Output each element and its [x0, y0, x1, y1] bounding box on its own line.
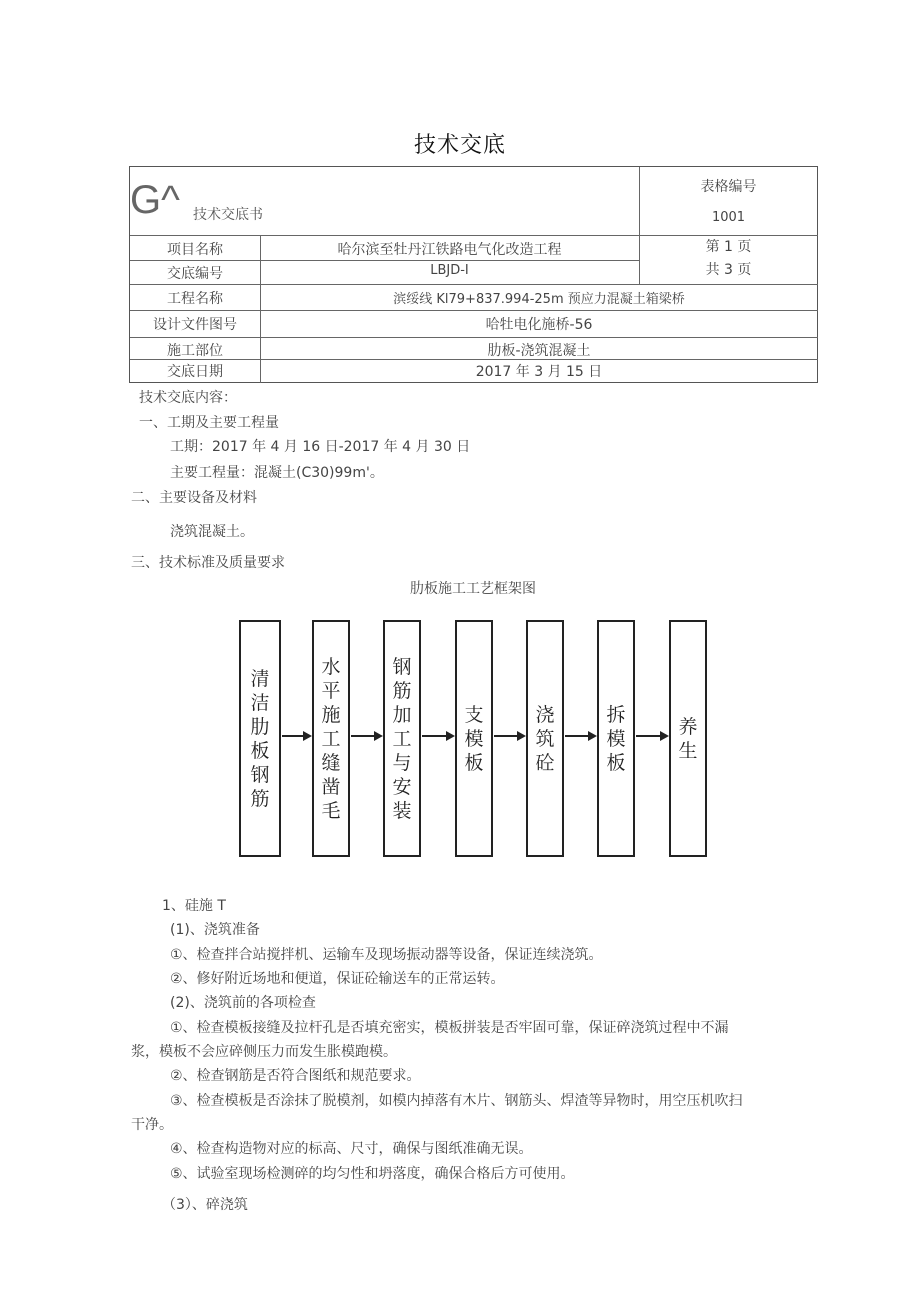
flow-step-3 — [383, 620, 421, 857]
logo-mark: G^ — [130, 178, 180, 222]
page-total: 共 3 页 — [705, 262, 752, 278]
row-value-work: 滨绥线 Kl79+837.994-25m 预应力混凝土箱梁桥 — [393, 292, 685, 307]
flow-step-char: 模 — [464, 727, 484, 750]
flow-step-1 — [239, 620, 281, 857]
flow-step-char: 生 — [678, 739, 698, 762]
body-sub-2: (2)、浇筑前的各项检查 — [170, 995, 316, 1011]
row-value-location: 肋板-浇筑混凝土 — [487, 343, 591, 359]
flow-step-char: 安 — [392, 775, 412, 798]
flow-step-char: 养 — [678, 715, 698, 738]
flow-step-char: 与 — [392, 751, 412, 774]
section-3-heading: 三、技术标准及质量要求 — [131, 555, 285, 571]
body-item: ②、检查钢筋是否符合图纸和规范要求。 — [170, 1068, 421, 1084]
flow-step-char: 支 — [464, 703, 484, 726]
flow-step-char: 凿 — [321, 775, 341, 798]
body-item: ①、检查模板接缝及拉杆孔是否填充密实，模板拼装是否牢固可靠，保证碎浇筑过程中不漏 — [170, 1020, 729, 1036]
body-item: ③、检查模板是否涂抹了脱模剂，如模内掉落有木片、钢筋头、焊渣等异物时，用空压机吹扫 — [170, 1093, 743, 1109]
flow-step-char: 板 — [250, 739, 270, 762]
flow-step-char: 洁 — [250, 691, 270, 714]
flow-step-char: 筋 — [392, 679, 412, 702]
flow-arrow-1 — [281, 729, 313, 743]
flow-arrow-5 — [564, 729, 598, 743]
flow-step-char: 清 — [250, 667, 270, 690]
page-number: 第 1 页 — [705, 239, 752, 255]
form-number-label: 表格编号 — [700, 179, 757, 195]
flow-step-char: 工 — [321, 727, 341, 750]
flow-step-char: 钢 — [392, 655, 412, 678]
schedule-line: 工期：2017 年 4 月 16 日-2017 年 4 月 30 日 — [170, 439, 471, 455]
row-label-work: 工程名称 — [167, 291, 223, 307]
row-value-date: 2017 年 3 月 15 日 — [475, 364, 603, 380]
body-item: ②、修好附近场地和便道，保证砼输送车的正常运转。 — [170, 971, 505, 987]
content-intro: 技术交底内容： — [139, 390, 237, 406]
flow-step-char: 缝 — [321, 751, 341, 774]
flow-arrow-2 — [350, 729, 384, 743]
row-value-number: LBJD-I — [430, 263, 469, 278]
row-label-date: 交底日期 — [167, 364, 223, 380]
flow-step-char: 工 — [392, 727, 412, 750]
flow-step-char: 筑 — [535, 727, 555, 750]
body-item-cont: 干净。 — [131, 1117, 173, 1133]
row-value-drawing: 哈牡电化施桥-56 — [485, 317, 593, 333]
row-value-project: 哈尔滨至牡丹江铁路电气化改造工程 — [337, 242, 562, 258]
flow-arrow-6 — [635, 729, 670, 743]
section-1-heading: 一、工期及主要工程量 — [139, 415, 279, 431]
flow-step-char: 加 — [392, 703, 412, 726]
flow-step-char: 施 — [321, 703, 341, 726]
body-item: ⑤、试验室现场检测碎的均匀性和坍落度，确保合格后方可使用。 — [170, 1166, 575, 1182]
equipment-line: 浇筑混凝土。 — [170, 524, 254, 540]
flowchart-title: 肋板施工工艺框架图 — [410, 581, 536, 597]
flow-step-char: 板 — [464, 751, 484, 774]
flow-step-char: 钢 — [250, 763, 270, 786]
flow-step-char: 模 — [606, 727, 626, 750]
form-number: 1001 — [711, 210, 746, 225]
section-2-heading: 二、主要设备及材料 — [131, 490, 257, 506]
body-heading-1: 1、硅施 T — [162, 898, 226, 914]
flow-step-char: 拆 — [606, 703, 626, 726]
flow-step-char: 肋 — [250, 715, 270, 738]
body-sub-3: （3）、碎浇筑 — [162, 1197, 248, 1213]
flow-step-2 — [312, 620, 350, 857]
flow-step-char: 平 — [321, 679, 341, 702]
flow-step-6 — [597, 620, 635, 857]
quantity-line: 主要工程量：混凝土(C30)99m'。 — [170, 465, 384, 481]
row-label-location: 施工部位 — [167, 343, 223, 359]
row-label-drawing: 设计文件图号 — [153, 317, 237, 333]
body-item: ④、检查构造物对应的标高、尺寸，确保与图纸准确无误。 — [170, 1141, 533, 1157]
row-label-number: 交底编号 — [167, 266, 223, 282]
flow-arrow-3 — [421, 729, 456, 743]
flow-step-char: 板 — [606, 751, 626, 774]
flow-step-char: 浇 — [535, 703, 555, 726]
flow-arrow-4 — [493, 729, 527, 743]
flow-step-7 — [669, 620, 707, 857]
body-item-cont: 浆，模板不会应碎侧压力而发生胀模跑模。 — [131, 1044, 397, 1060]
flow-step-4 — [455, 620, 493, 857]
flow-step-char: 筋 — [250, 787, 270, 810]
flow-step-char: 毛 — [321, 799, 341, 822]
flow-step-char: 装 — [392, 799, 412, 822]
body-item: ①、检查拌合站搅拌机、运输车及现场振动器等设备，保证连续浇筑。 — [170, 947, 603, 963]
page-title: 技术交底 — [413, 133, 506, 158]
flow-step-5 — [526, 620, 564, 857]
flow-step-char: 水 — [321, 655, 341, 678]
flow-step-char: 砼 — [535, 751, 555, 774]
logo-text: 技术交底书 — [193, 207, 263, 223]
row-label-project: 项目名称 — [167, 242, 223, 258]
body-sub-1: (1)、浇筑准备 — [170, 922, 260, 938]
